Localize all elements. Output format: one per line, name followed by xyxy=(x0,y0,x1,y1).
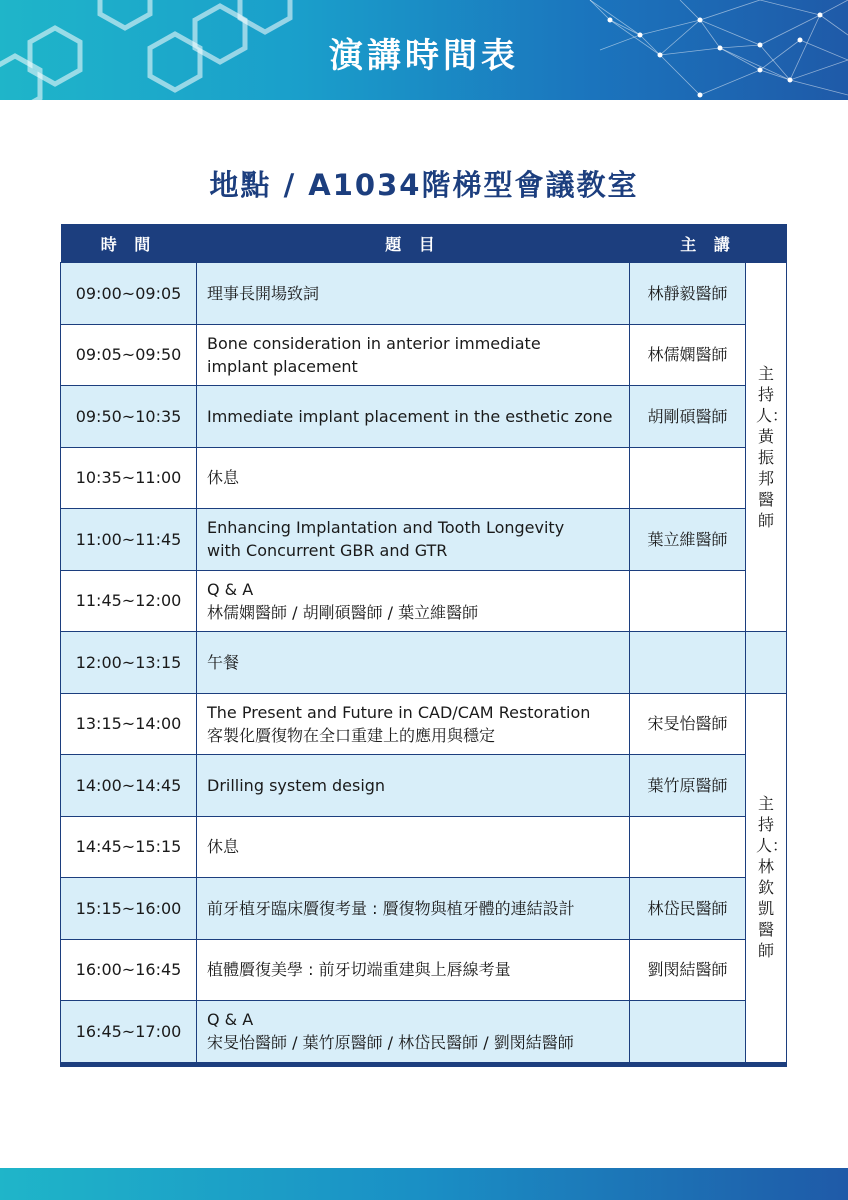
topic-line: 宋旻怡醫師 / 葉竹原醫師 / 林岱民醫師 / 劉閔結醫師 xyxy=(207,1033,574,1053)
header-speaker: 主 講 xyxy=(630,224,787,263)
schedule-table xyxy=(60,224,787,1067)
table-row xyxy=(61,263,787,325)
session-topic xyxy=(197,693,630,755)
session-speaker: 葉立維醫師 xyxy=(630,509,746,571)
topic-line: 客製化贗復物在全口重建上的應用與穩定 xyxy=(207,725,496,745)
topic-line: Q & A xyxy=(207,1010,254,1030)
header-time: 時 間 xyxy=(61,224,197,263)
session-host xyxy=(746,693,787,1064)
table-row xyxy=(61,570,787,632)
session-speaker: 劉閔結醫師 xyxy=(630,939,746,1001)
session-speaker: 林靜毅醫師 xyxy=(630,263,746,325)
session-time: 15:15~16:00 xyxy=(61,878,197,940)
session-speaker: 葉竹原醫師 xyxy=(630,755,746,817)
table-row xyxy=(61,632,787,694)
session-time: 13:15~14:00 xyxy=(61,693,197,755)
topic-line: Enhancing Implantation and Tooth Longevity xyxy=(207,518,565,538)
header-banner xyxy=(0,0,848,100)
session-time: 09:00~09:05 xyxy=(61,263,197,325)
table-row xyxy=(61,816,787,878)
header-topic: 題 目 xyxy=(197,224,630,263)
table-row xyxy=(61,447,787,509)
session-topic xyxy=(197,939,630,1001)
table-header-row xyxy=(61,224,787,263)
topic-line: Drilling system design xyxy=(207,775,386,795)
session-speaker: 宋旻怡醫師 xyxy=(630,693,746,755)
session-topic xyxy=(197,632,630,694)
table-row xyxy=(61,755,787,817)
venue-title: 地點 / A1034階梯型會議教室 xyxy=(209,168,639,202)
session-time: 11:45~12:00 xyxy=(61,570,197,632)
topic-line: 理事長開場致詞 xyxy=(207,283,320,303)
table-row xyxy=(61,1001,787,1065)
table-row xyxy=(61,939,787,1001)
session-time: 12:00~13:15 xyxy=(61,632,197,694)
topic-line: The Present and Future in CAD/CAM Restoration xyxy=(207,702,591,722)
session-topic xyxy=(197,878,630,940)
topic-line: Bone consideration in anterior immediate xyxy=(207,333,541,353)
session-speaker xyxy=(630,570,746,632)
session-time: 09:50~10:35 xyxy=(61,386,197,448)
table-row xyxy=(61,324,787,386)
session-topic xyxy=(197,447,630,509)
topic-line: 午餐 xyxy=(207,652,240,672)
session-topic xyxy=(197,324,630,386)
topic-line: implant placement xyxy=(207,356,358,376)
page-title: 演講時間表 xyxy=(329,36,519,76)
session-topic xyxy=(197,570,630,632)
host-name: 主持人：林欽凱醫師 xyxy=(756,794,789,960)
table-row xyxy=(61,693,787,755)
session-topic xyxy=(197,263,630,325)
table-row xyxy=(61,878,787,940)
session-speaker: 胡剛碩醫師 xyxy=(630,386,746,448)
session-speaker xyxy=(630,816,746,878)
topic-line: Q & A xyxy=(207,579,254,599)
host-name: 主持人：黃振邦醫師 xyxy=(756,363,789,530)
topic-line: 休息 xyxy=(207,468,240,488)
topic-line: 林儒嫻醫師 / 胡剛碩醫師 / 葉立維醫師 xyxy=(207,602,479,622)
session-time: 14:00~14:45 xyxy=(61,755,197,817)
empty-host-cell xyxy=(746,632,787,694)
topic-line: 前牙植牙臨床贗復考量 : 贗復物與植牙體的連結設計 xyxy=(207,898,575,918)
session-time: 11:00~11:45 xyxy=(61,509,197,571)
session-time: 10:35~11:00 xyxy=(61,447,197,509)
table-row xyxy=(61,509,787,571)
session-speaker: 林岱民醫師 xyxy=(630,878,746,940)
topic-line: 休息 xyxy=(207,837,240,857)
session-topic xyxy=(197,1001,630,1065)
session-time: 16:00~16:45 xyxy=(61,939,197,1001)
topic-line: Immediate implant placement in the esthetic zone xyxy=(207,406,613,426)
session-topic xyxy=(197,509,630,571)
topic-line: 植體贗復美學 : 前牙切端重建與上唇線考量 xyxy=(207,960,511,980)
session-host xyxy=(746,263,787,632)
session-topic xyxy=(197,755,630,817)
session-time: 14:45~15:15 xyxy=(61,816,197,878)
table-row xyxy=(61,386,787,448)
session-speaker xyxy=(630,632,746,694)
topic-line: with Concurrent GBR and GTR xyxy=(207,541,448,561)
session-time: 16:45~17:00 xyxy=(61,1001,197,1065)
session-topic xyxy=(197,386,630,448)
footer-bar xyxy=(0,1168,848,1200)
session-speaker xyxy=(630,447,746,509)
session-topic xyxy=(197,816,630,878)
session-speaker: 林儒嫻醫師 xyxy=(630,324,746,386)
session-time: 09:05~09:50 xyxy=(61,324,197,386)
session-speaker xyxy=(630,1001,746,1065)
